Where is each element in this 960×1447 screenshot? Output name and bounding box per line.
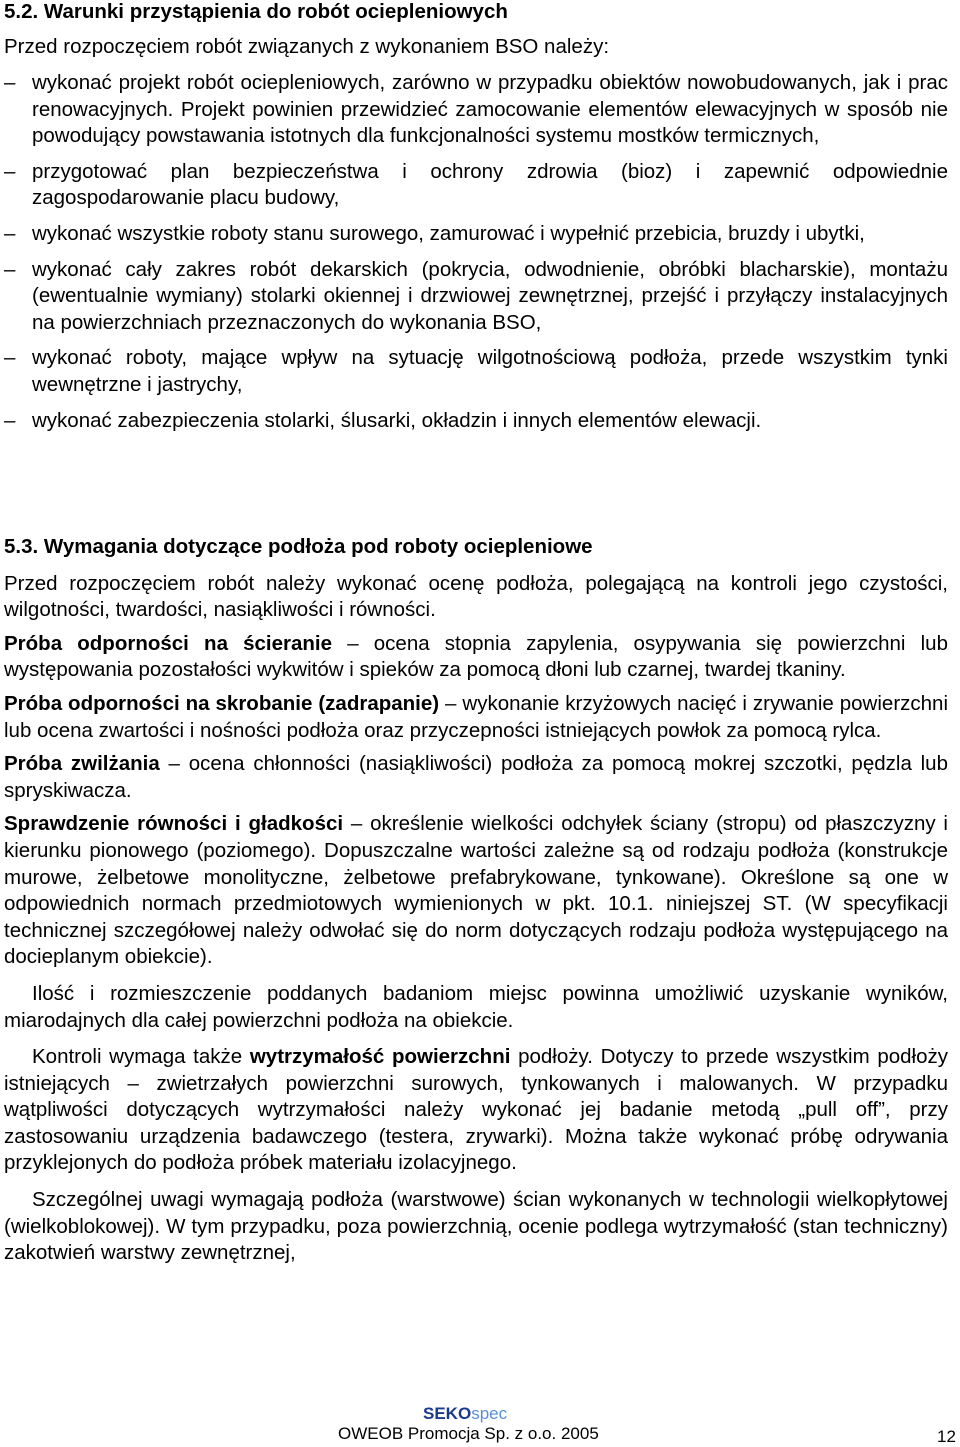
section-title: 5.2. Warunki przystąpienia do robót ociepleniowych [4,0,508,23]
list-item-text: wykonać zabezpieczenia stolarki, ślusarki, okładzin i innych elementów elewacji. [32,408,762,432]
dash-bullet: – [4,257,16,281]
paragraph-test-locations: Ilość i rozmieszczenie poddanych badaniom miejsc powinna umożliwić uzyskanie wyników, miarodajnych dla całej powierzchni podłoża na obiekcie. [4,981,948,1032]
term-surface-strength: wytrzymałość powierzchni [249,1045,511,1069]
paragraph-scratch-test [4,691,948,744]
paragraph-text: – ocena chłonności (nasiąkliwości) podłoża za pomocą mokrej szczotki, pędzla lub spryskiwacza. [4,752,948,802]
dash-bullet: – [4,71,16,94]
paragraph-surface-strength [4,1044,948,1177]
brand-logo-part2: spec [471,1404,508,1423]
list-item [4,257,948,337]
dash-bullet: – [4,408,16,432]
term-flatness-check: Sprawdzenie równości i gładkości [4,812,344,836]
paragraph-wetting-test [4,751,948,804]
term-scratch-test: Próba odporności na skrobanie (zadrapanie) [4,691,440,715]
paragraph-flatness-check [4,811,948,971]
requirements-list [4,70,948,443]
section-intro: Przed rozpoczęciem robót związanych z wykonaniem BSO należy: [4,35,610,58]
paragraph-abrasion-test [4,631,948,684]
term-wetting-test: Próba zwilżania [4,752,160,776]
paragraph-prefab-walls: Szczególnej uwagi wymagają podłoża (warstwowe) ścian wykonanych w technologii wielkopłytowej (wielkoblokowej). W tym przypadku, poza powierzchnią, ocenie podlega wytrzymałość (stan techniczny) zakotwień warstwy zewnętrznej, [4,1188,948,1265]
paragraph-text: – wykonanie krzyżowych nacięć i zrywanie powierzchni lub ocena zwartości i nośności podłoża oraz przyczepności istniejących powłok za pomocą rylca. [4,691,948,742]
list-item [4,221,948,248]
footer-company: OWEOB Promocja Sp. z o.o. 2005 [338,1424,599,1443]
dash-bullet: – [4,221,16,245]
page-footer [0,1400,960,1446]
section-substrate-requirements [4,534,948,1277]
list-item-text: wykonać cały zakres robót dekarskich (pokrycia, odwodnienie, obróbki blacharskie), montażu (ewentualnie wymiany) stolarki okiennej i drzwiowej zewnętrznej, przejść i przyłączy instalacyjnych na powierzchniach przeznaczonych do wykonania BSO, [32,257,948,334]
paragraph-text: – ocena stopnia zapylenia, osypywania się powierzchni lub występowania pozostałości wykwitów i spieków za pomocą dłoni lub czarnej, twardej tkaniny. [4,631,948,682]
list-item [4,159,948,212]
page-number: 12 [937,1427,956,1446]
dash-bullet: – [4,346,16,370]
paragraph-text: – określenie wielkości odchyłek ściany (stropu) od płaszczyzny i kierunku pionowego (poziomego). Dopuszczalne wartości zależne są od rodzaju podłoża (konstrukcje murowe, żelbetowe monolityczne, żelbetowe prefabrykowane, tynkowane). Określone są one w odpowiednich normach przedmiotowych wymienionych w pkt. 10.1. niniejszej ST. (W specyfikacji technicznej szczegółowej należy odwołać się do norm dotyczących rodzaju podłoża występującego na docieplanym obiekcie). [4,812,948,969]
list-item-text: wykonać projekt robót ociepleniowych, zarówno w przypadku obiektów nowobudowanych, jak i prac renowacyjnych. Projekt powinien przewidzieć zamocowanie elementów elewacyjnych w sposób nie powodujący powstawania istotnych dla funkcjonalności systemu mostków termicznych, [32,71,948,148]
paragraph-text: Kontroli wymaga także [32,1045,250,1069]
list-item-text: wykonać roboty, mające wpływ na sytuację wilgotnościową podłoża, przede wszystkim tynki wewnętrzne i jastrychy, [32,346,948,396]
list-item-text: przygotować plan bezpieczeństwa i ochrony zdrowia (bioz) i zapewnić odpowiednie zagospodarowanie placu budowy, [32,159,948,210]
list-item-text: wykonać wszystkie roboty stanu surowego, zamurować i wypełnić przebicia, bruzdy i ubytki, [32,221,865,245]
dash-bullet: – [4,159,16,183]
list-item [4,345,948,398]
paragraph-intro: Przed rozpoczęciem robót należy wykonać ocenę podłoża, polegającą na kontroli jego czystości, wilgotności, twardości, nasiąkliwości i równości. [4,571,948,622]
brand-logo-part1: SEKO [423,1404,472,1423]
section-title: 5.3. Wymagania dotyczące podłoża pod roboty ociepleniowe [4,535,593,558]
list-item [4,408,948,435]
brand-logo [423,1404,507,1424]
paragraph-text: podłoży. Dotyczy to przede wszystkim podłoży istniejących – zwietrzałych powierzchni surowych, tynkowanych i malowanych. W przypadku wątpliwości dotyczących wytrzymałości należy wykonać jej badanie metodą „pull off”, przy zastosowaniu urządzenia badawczego (testera, zrywarki). Można także wykonać próbę odrywania przyklejonych do podłoża próbek materiału izolacyjnego. [4,1045,948,1175]
term-abrasion-test: Próba odporności na ścieranie [4,631,333,655]
list-item [4,70,948,150]
